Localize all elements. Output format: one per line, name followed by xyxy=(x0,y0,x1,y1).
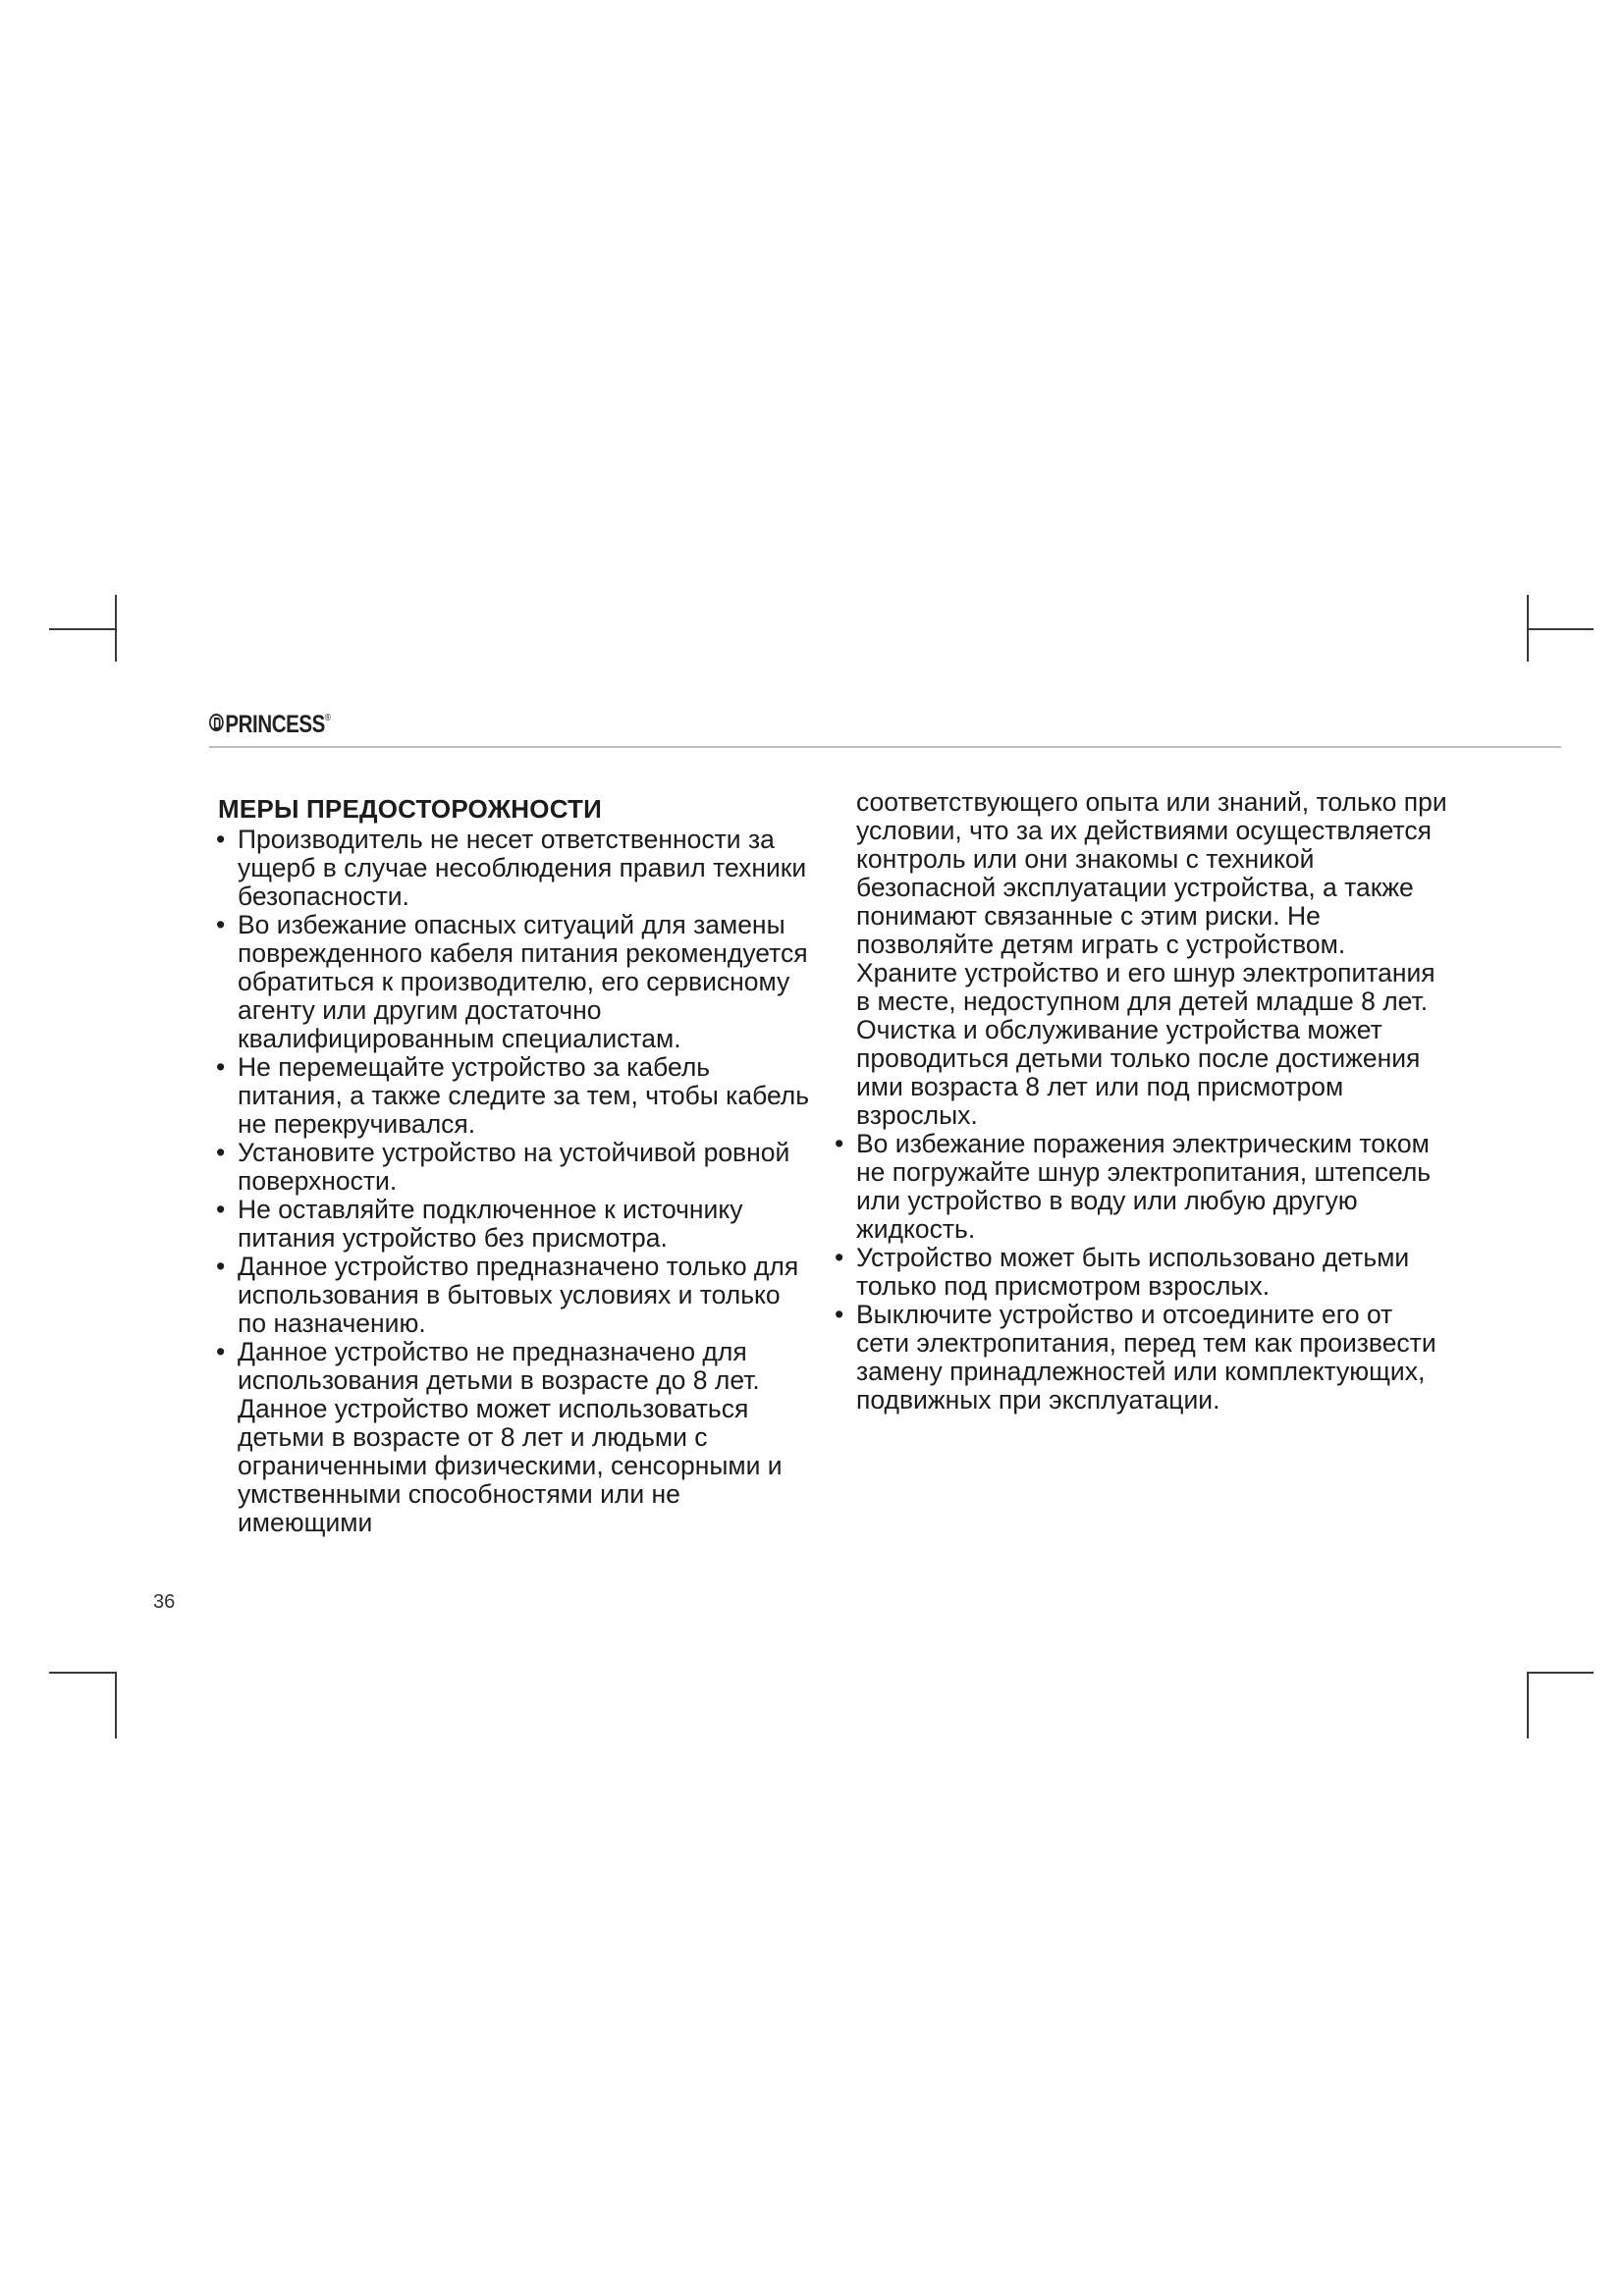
bullet-icon: • xyxy=(216,1195,226,1224)
list-item: • Данное устройство не предназначено для использования детьми в возрасте до 8 лет. Данное устройство может использоваться детьми в возрасте от 8 лет и людьми с ограниченными физическими, сенсорными и умственными способностями или не имеющими xyxy=(216,1337,783,1537)
brand-trademark: ® xyxy=(324,713,331,723)
list-item: • Устройство может быть использовано детьми только под присмотром взрослых. xyxy=(835,1243,1410,1301)
crop-mark-bottom-right-h xyxy=(1527,1672,1594,1674)
section-title: МЕРЫ ПРЕДОСТОРОЖНОСТИ xyxy=(218,794,603,824)
list-item: • Не оставляйте подключенное к источнику питания устройство без присмотра. xyxy=(216,1195,743,1253)
bullet-icon: • xyxy=(216,1252,226,1281)
bullet-icon: • xyxy=(216,910,226,939)
left-column xyxy=(214,791,815,1537)
brand-logo xyxy=(209,711,331,739)
crop-mark-top-right-h xyxy=(1527,628,1594,630)
bullet-icon: • xyxy=(835,1243,844,1272)
list-item: • Во избежание поражения электрическим током не погружайте шнур электропитания, штепсель или устройство в воду или любую другую жидкость. xyxy=(835,1129,1432,1244)
continued-paragraph: соответствующего опыта или знаний, только при условии, что за их действиями осуществляется контроль или они знакомы с техникой безопасной эксплуатации устройства, а также понимают связанные с этим риски. Не позволяйте детям играть с устройством. Храните устройство и его шнур электропитания в месте, недоступном для детей младше 8 лет. Очистка и обслуживание устройства может проводиться детьми только после достижения ими возраста 8 лет или под присмотром взрослых. xyxy=(856,787,1447,1130)
crop-mark-top-left-v xyxy=(115,595,117,662)
bullet-icon: • xyxy=(835,1300,844,1329)
page-number: 36 xyxy=(153,1591,176,1613)
crop-mark-bottom-right-v xyxy=(1527,1672,1529,1738)
right-bullet-list xyxy=(833,1130,1451,1415)
crop-mark-top-right-v xyxy=(1527,595,1529,662)
bullet-icon: • xyxy=(216,1138,226,1167)
list-item: • Производитель не несет ответственности за ущерб в случае несоблюдения правил техники безопасности. xyxy=(216,825,807,911)
bullet-icon: • xyxy=(216,1337,226,1366)
list-item: • Не перемещайте устройство за кабель питания, а также следите за тем, чтобы кабель не перекручивался. xyxy=(216,1052,810,1139)
brand-name: PRINCESS xyxy=(225,711,325,738)
list-item: • Во избежание опасных ситуаций для замены поврежденного кабеля питания рекомендуется обратиться к производителю, его сервисному агенту или другим достаточно квалифицированным специалистам. xyxy=(216,910,808,1053)
right-column xyxy=(833,788,1451,1415)
crop-mark-bottom-left-v xyxy=(115,1672,117,1738)
bullet-icon: • xyxy=(216,825,226,854)
crop-mark-top-left-h xyxy=(49,628,116,630)
list-item: • Выключите устройство и отсоедините его от сети электропитания, перед тем как произвести замену принадлежностей или комплектующих, подвижных при эксплуатации. xyxy=(835,1300,1436,1415)
crop-mark-bottom-left-h xyxy=(49,1672,116,1674)
list-item: • Данное устройство предназначено только для использования в бытовых условиях и только по назначению. xyxy=(216,1252,799,1338)
header-divider xyxy=(209,746,1561,748)
bullet-icon: • xyxy=(835,1129,844,1158)
brand-logo-icon xyxy=(209,714,224,731)
bullet-icon: • xyxy=(216,1052,226,1082)
list-item: • Установите устройство на устойчивой ровной поверхности. xyxy=(216,1138,790,1196)
left-bullet-list xyxy=(214,826,815,1537)
